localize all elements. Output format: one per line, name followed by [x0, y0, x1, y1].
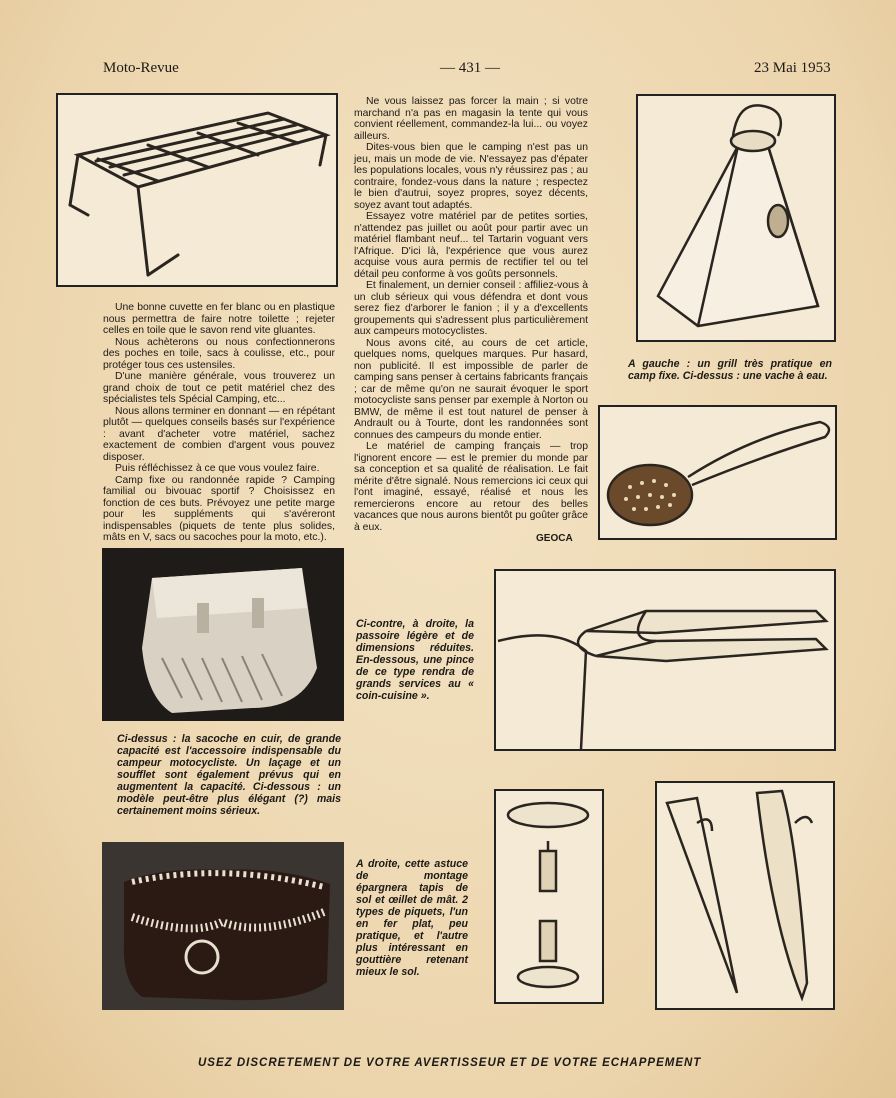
page-number: — 431 —: [440, 60, 500, 76]
paragraph: Le matériel de camping français — trop l'ignorent encore — est le premier du monde par sa conception et sa qualité de réalisation. Le fait mérite d'être signalé. Nous remercions ici ceux qui l'ont imaginé, essayé, réalisé et nous les remercierons encore au retour des belles vacances que nous aurons bientôt pu goûter grâce à eux.: [354, 441, 588, 533]
paragraph: Puis réfléchissez à ce que vous voulez faire.: [115, 463, 320, 474]
article-column-1: [103, 302, 335, 544]
tent-pegs-illustration: [655, 781, 835, 1010]
article-column-2: [354, 96, 588, 533]
paragraph: Nous avons cité, au cours de cet article, quelques noms, quelques marques. Pur hasard, non publicité. Il est impossible de parler de camping sans penser à certains fabricants français ; car de même qu'on ne saurait évoquer le sport motocycliste sans penser par exemple à Norton ou BMW, de même il est tout naturel de penser à Andrault ou à Tourte, dont les randonnées sont connues des campeurs du monde entier.: [354, 337, 588, 441]
paragraph: Une bonne cuvette en fer blanc ou en plastique nous permettra de faire notre toilette ; rejeter celles en toile que le savon rend vite gluantes.: [103, 302, 335, 336]
caption-pegs: A droite, cette astuce de montage épargnera tapis de sol et œillet de mât. 2 types de piquets, l'un en fer plat, peu pratique, et l'autre plus intéressant en gouttière retenant mieux le sol.: [356, 858, 468, 978]
author-signature: GEOCA: [536, 533, 573, 544]
pole-foot-illustration: [494, 789, 604, 1004]
paragraph: Et finalement, un dernier conseil : affiliez-vous à un club sérieux qui vous défendra et dont vous serez fiez d'arborer le fanion ; il y a d'excellents groupements qui s'adressent plus particulièrement aux campeurs motocyclistes.: [354, 280, 588, 337]
paragraph: Nous achèterons ou nous confectionnerons des poches en toile, sacs à coulisse, etc., pour protéger tous ces ustensiles.: [103, 336, 335, 371]
issue-date: 23 Mai 1953: [754, 60, 831, 76]
footer-slogan: USEZ DISCRETEMENT DE VOTRE AVERTISSEUR ET DE VOTRE ECHAPPEMENT: [198, 1057, 702, 1069]
paragraph: Essayez votre matériel par de petites sorties, n'attendez pas juillet ou août pour partir avec un matériel flambant neuf... tel Tartarin voguant vers l'Afrique. D'ici là, l'expérience que vous aurez acquise vous aura permis de rectifier tel ou tel détail peu conforme à vos goûts personnels.: [354, 211, 588, 280]
paragraph: Dites-vous bien que le camping n'est pas un jeu, mais un mode de vie. N'essayez pas d'épater les populations locales, vous n'y réussirez pas ; au contraire, fondez-vous dans la nature ; respectez le bien d'autrui, soyez propres, soyez décents, soyez avant tout adaptés.: [354, 142, 588, 211]
paragraph: D'une manière générale, vous trouverez un grand choix de tout ce petit matériel chez des spécialistes tels Spécial Camping, etc...: [103, 371, 335, 405]
caption-strainer-tongs: Ci-contre, à droite, la passoire légère et de dimensions réduites. En-dessous, une pince de ce type rendra de grands services au « coin-cuisine ».: [356, 618, 474, 702]
caption-saddlebags: Ci-dessus : la sacoche en cuir, de grande capacité est l'accessoire indispensable du campeur motocycliste. Un laçage et un soufflet sont également prévus qui en augmentent la capacité. Ci-dessous : un modèle peut-être plus élégant (?) mais certainement moins sérieux.: [117, 733, 341, 817]
water-bag-illustration: [636, 94, 836, 342]
paragraph: Ne vous laissez pas forcer la main ; si votre marchand n'a pas en magasin la tente qui vous convient réellement, commandez-la lui... ou voyez ailleurs.: [354, 96, 588, 142]
paragraph: Camp fixe ou randonnée rapide ? Camping familial ou bivouac sportif ? Choisissez en fonction de ces buts. Prévoyez une petite marge pour les suppléments qui s'avéreront indispensables (piquets de tente plus solides, mâts en V, sacs ou sacoches pour la moto, etc.).: [103, 474, 335, 543]
magazine-name: Moto-Revue: [103, 60, 179, 76]
caption-grill-water-bag: A gauche : un grill très pratique en camp fixe. Ci-dessus : une vache à eau.: [628, 358, 832, 382]
leather-saddlebag-photo: [102, 548, 344, 721]
strainer-illustration: [598, 405, 837, 540]
paragraph: Nous allons terminer en donnant — en répétant plutôt — quelques conseils basés sur l'expérience : avant d'acheter votre matériel, sachez exactement de combien d'argent vous pouvez disposer.: [103, 405, 335, 463]
decorated-saddlebag-photo: [102, 842, 344, 1010]
tongs-illustration: [494, 569, 836, 751]
grill-illustration: [56, 93, 338, 287]
